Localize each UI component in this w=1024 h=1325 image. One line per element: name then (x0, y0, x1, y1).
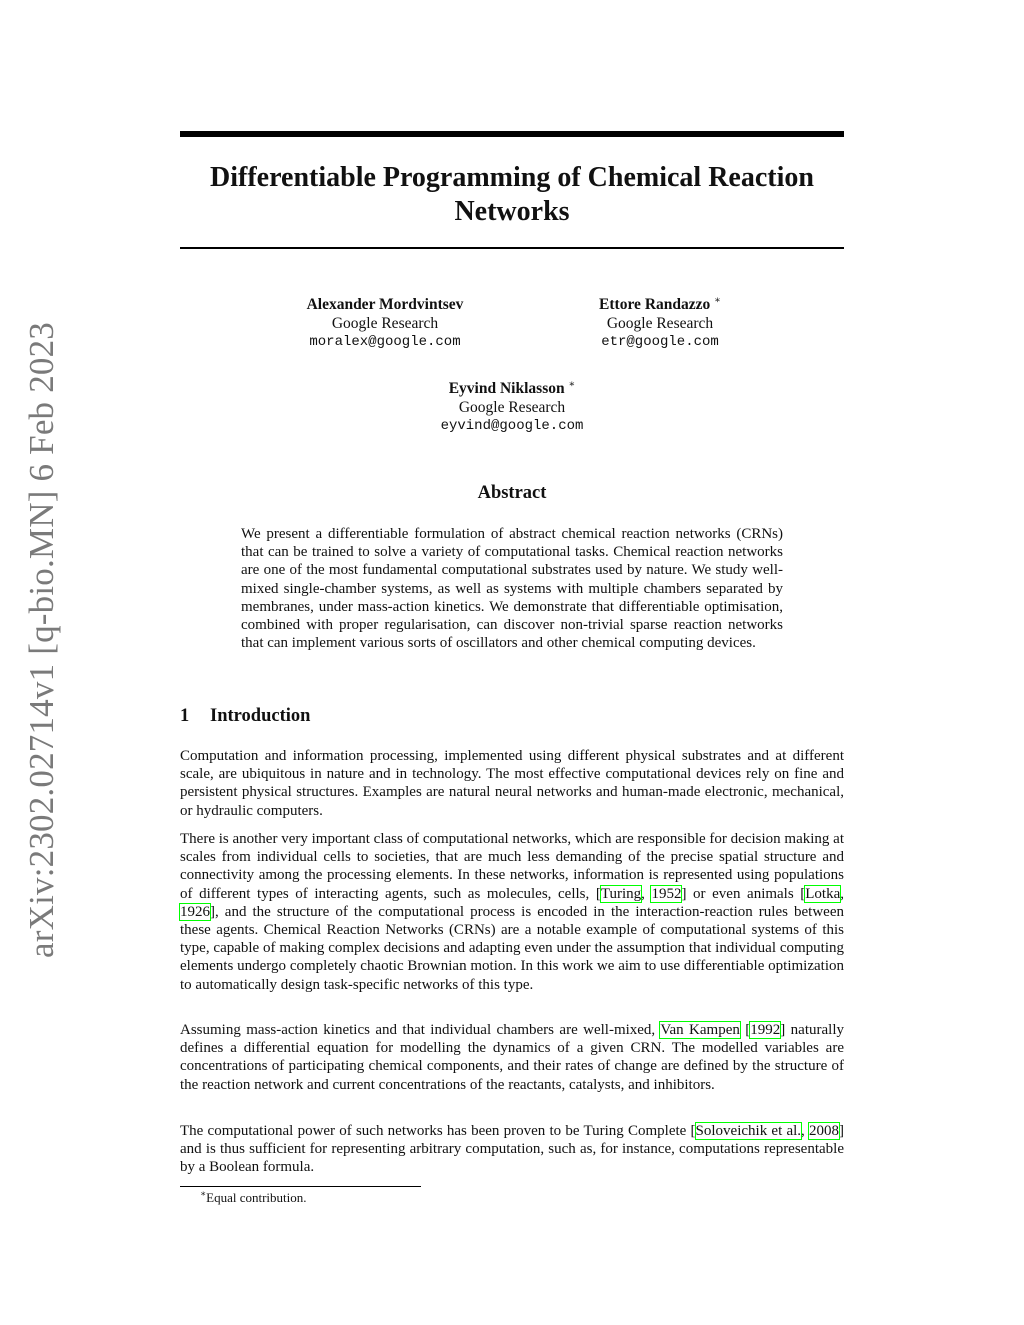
paragraph-text: ], and the structure of the computational process is encoded in the interaction-reaction rules between these agents. Chemical Reaction Networks (CRNs) are a notable example of computational systems of this type, capable of making complex decisions and adapting even under the assumption that individual computing elements undergo completely chaotic Brownian motion. In this work we aim to use differentiable optimization to automatically design task-specific networks of this type. (180, 903, 844, 993)
citation-year-link[interactable]: 1926 (180, 903, 210, 920)
citation-year-link[interactable]: 2008 (809, 1123, 840, 1139)
author-email[interactable]: eyvind@google.com (440, 418, 584, 434)
abstract-text: We present a differentiable formulation of abstract chemical reaction networks (CRNs) that can be trained to solve a variety of computational tasks. Chemical reaction networks are one of the most fundamental computational substrates used by nature. We study well-mixed single-chamber systems, as well as systems with multiple chambers separated by membranes, under mass-action kinetics. We demonstrate that differentiable optimisation, combined with proper regularisation, can discover non-trivial sparse reaction networks that can implement various sorts of oscillators and other chemical computing devices. (241, 526, 783, 652)
author-block (280, 295, 490, 352)
equal-contribution-mark: ∗ (714, 294, 721, 306)
paragraph-text: , (840, 885, 845, 902)
paragraph: Computation and information processing, implemented using different physical substrates and at different scale, are ubiquitous in nature and in technology. The most effective computational devices rely on fine and persistent physical structures. Examples are natural neural networks and human-made electronic, mechanical, or hydraulic computers. (180, 748, 844, 819)
paragraph (180, 1122, 844, 1177)
title-top-rule (180, 131, 844, 137)
section-number: 1 (180, 706, 190, 726)
paragraph-text: ] and is thus sufficient for representing arbitrary computation, such as, for instance, computations representable by a Boolean formula. (180, 1123, 845, 1176)
author-name: Ettore Randazzo (599, 296, 711, 313)
paragraph-text: , (641, 885, 652, 902)
citation-year-link[interactable]: 1992 (750, 1022, 781, 1038)
author-affiliation: Google Research (606, 315, 714, 332)
equal-contribution-mark: ∗ (568, 378, 576, 390)
paragraph-text: ] or even animals [ (681, 885, 806, 902)
author-email[interactable]: etr@google.com (601, 334, 719, 350)
paragraph-text: There is another very important class of computational networks, which are responsible for decision making at scales from individual cells to societies, that are much less demanding of the precise spatial structure and connectivity among the processing elements. In these networks, information is represented using populations of different types of interacting agents, such as molecules, cells, [ (180, 831, 844, 902)
paragraph-text: ] naturally defines a differential equation for modelling the dynamics of a given CRN. The modelled variables are concentrations of participating chemical components, and their rates of change are defined by the structure of the reaction network and current concentrations of the reactants, catalysts, and inhibitors. (180, 1022, 844, 1093)
footnote-rule (180, 1186, 421, 1187)
paragraph-text: , (801, 1123, 810, 1139)
citation-link[interactable]: Turing (600, 885, 642, 902)
author-affiliation: Google Research (331, 315, 439, 332)
paragraph-text: [ (739, 1022, 751, 1038)
citation-year-link[interactable]: 1952 (651, 885, 682, 902)
author-email[interactable]: moralex@google.com (309, 334, 461, 350)
citation-link[interactable]: Van Kampen (660, 1022, 740, 1038)
footnote (200, 1189, 700, 1206)
footnote-mark: ∗ (200, 1188, 207, 1199)
author-name: Eyvind Niklasson (448, 380, 565, 397)
section-heading (180, 704, 844, 728)
author-block (560, 295, 760, 352)
title-bottom-rule (180, 247, 844, 249)
section-title: Introduction (210, 706, 311, 726)
paragraph (180, 1021, 844, 1094)
abstract-heading: Abstract (477, 483, 547, 503)
paper-title: Differentiable Programming of Chemical Reaction Networks (210, 162, 814, 227)
citation-link[interactable]: Lotka (805, 885, 841, 902)
author-block (407, 379, 617, 436)
paragraph-text: The computational power of such networks has been proven to be Turing Complete [ (180, 1123, 696, 1139)
author-affiliation: Google Research (458, 399, 566, 416)
author-name: Alexander Mordvintsev (306, 296, 464, 313)
footnote-text: Equal contribution. (206, 1190, 307, 1205)
arxiv-identifier-stamp: arXiv:2302.02714v1 [q-bio.MN] 6 Feb 2023 (22, 321, 61, 958)
paragraph (180, 830, 844, 994)
citation-link[interactable]: Soloveichik et al. (695, 1123, 802, 1139)
paragraph-text: Assuming mass-action kinetics and that individual chambers are well-mixed, (180, 1022, 661, 1038)
